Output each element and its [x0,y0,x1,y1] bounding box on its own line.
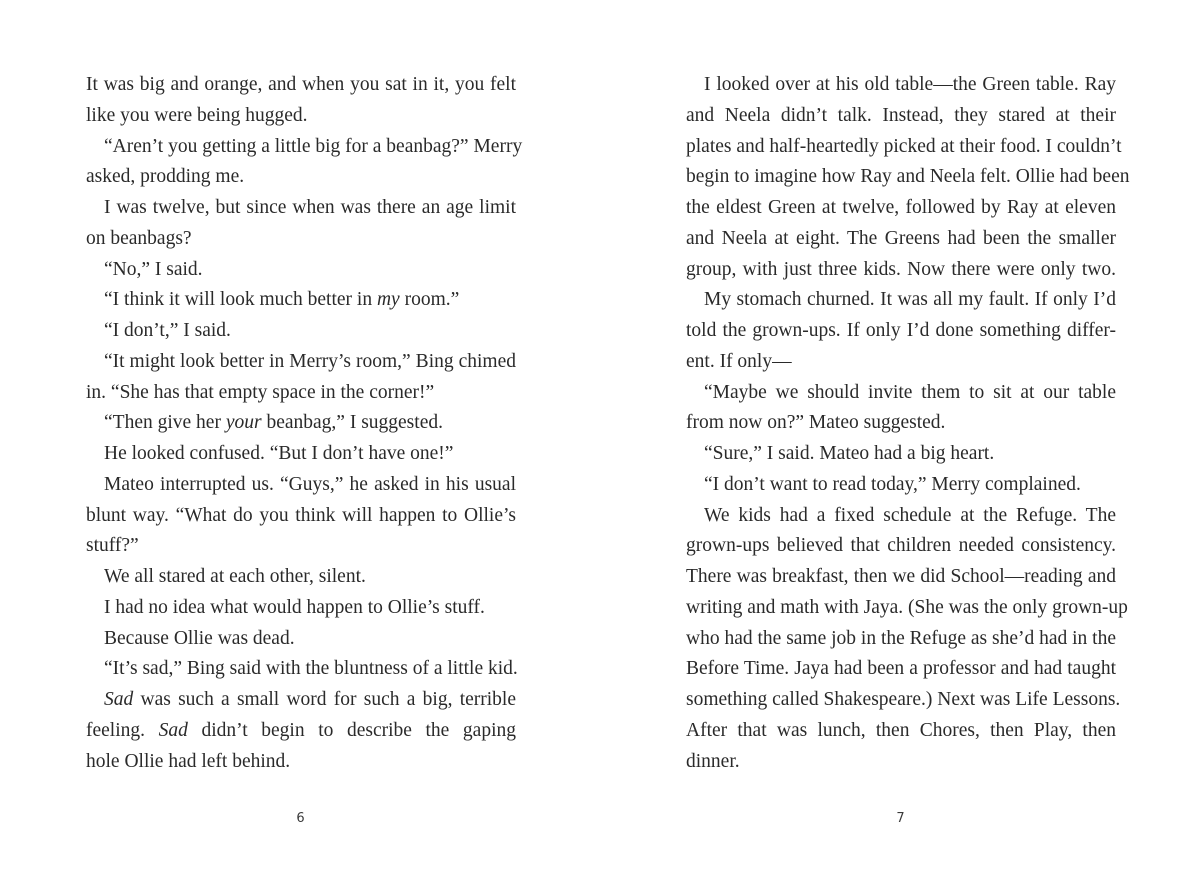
text-line: “It’s sad,” Bing said with the bluntness of a little kid. [104,658,518,680]
text-line: I was twelve, but since when was there an age limit [104,197,516,218]
text-line: “I don’t want to read today,” Merry complained. [704,473,1081,495]
text-line: I looked over at his old table—the Green table. Ray [704,74,1116,95]
text-line: Before Time. Jaya had been a professor and had taught [686,658,1116,680]
text-line: the eldest Green at twelve, followed by Ray at eleven [686,197,1116,218]
text-line: My stomach churned. It was all my fault. If only I’d [704,289,1116,311]
text-line: and Neela didn’t talk. Instead, they stared at their [686,104,1116,126]
text-line: who had the same job in the Refuge as she’d had in the [686,627,1116,649]
italic-emphasis: my [376,289,400,311]
italic-emphasis: your [225,412,262,434]
left-page [86,70,523,777]
text-line: “It might look better in Merry’s room,” Bing chimed [104,350,516,372]
text-line: feeling. Sad didn’t begin to describe the gaping [86,719,516,741]
text-line: ent. If only— [686,350,792,372]
text-line: There was breakfast, then we did School—reading and [686,566,1116,587]
text-line: and Neela at eight. The Greens had been the smaller [686,227,1116,249]
text-line: It was big and orange, and when you sat in it, you felt [86,74,516,95]
italic-emphasis: Sad [158,719,188,741]
text-line: “Then give her your beanbag,” I suggested. [104,412,443,434]
text-line: Because Ollie was dead. [104,627,295,649]
text-line: asked, prodding me. [86,166,245,188]
text-line: “I think it will look much better in my room.” [104,289,460,311]
italic-emphasis: Sad [104,689,134,710]
text-line: like you were being hugged. [86,104,308,126]
right-page [686,70,1130,777]
text-line: We all stared at each other, silent. [104,566,366,587]
text-line: begin to imagine how Ray and Neela felt. Ollie had been [686,166,1130,188]
text-line: from now on?” Mateo suggested. [686,412,946,434]
text-line: on beanbags? [86,227,192,249]
text-line: in. “She has that empty space in the corner!” [86,381,435,403]
text-line: “Sure,” I said. Mateo had a big heart. [704,443,995,464]
text-line: writing and math with Jaya. (She was the only grown-up [686,596,1128,618]
text-line: plates and half-heartedly picked at their food. I couldn’t [686,135,1122,157]
text-line: We kids had a fixed schedule at the Refuge. The [704,504,1116,526]
text-line: Sad was such a small word for such a big, terrible [104,689,516,710]
text-line: “Aren’t you getting a little big for a beanbag?” Merry [104,135,523,157]
text-line: I had no idea what would happen to Ollie’s stuff. [104,596,485,618]
text-line: grown-ups believed that children needed consistency. [686,535,1116,557]
page-number-right: 7 [896,811,906,826]
text-line: “Maybe we should invite them to sit at our table [704,381,1116,403]
text-line: After that was lunch, then Chores, then Play, then [686,719,1116,741]
page-number-left: 6 [296,811,306,826]
text-line: dinner. [686,750,740,772]
text-line: hole Ollie had left behind. [86,750,291,772]
text-line: blunt way. “What do you think will happen to Ollie’s [86,504,516,526]
text-line: He looked confused. “But I don’t have one!” [104,443,454,464]
text-line: group, with just three kids. Now there were only two. [686,258,1116,280]
text-line: “I don’t,” I said. [104,320,231,341]
text-line: stuff?” [86,535,139,557]
text-line: Mateo interrupted us. “Guys,” he asked in his usual [104,473,516,495]
text-line: told the grown-ups. If only I’d done something differ- [686,320,1116,341]
text-line: “No,” I said. [104,258,203,280]
text-line: something called Shakespeare.) Next was Life Lessons. [686,689,1121,710]
